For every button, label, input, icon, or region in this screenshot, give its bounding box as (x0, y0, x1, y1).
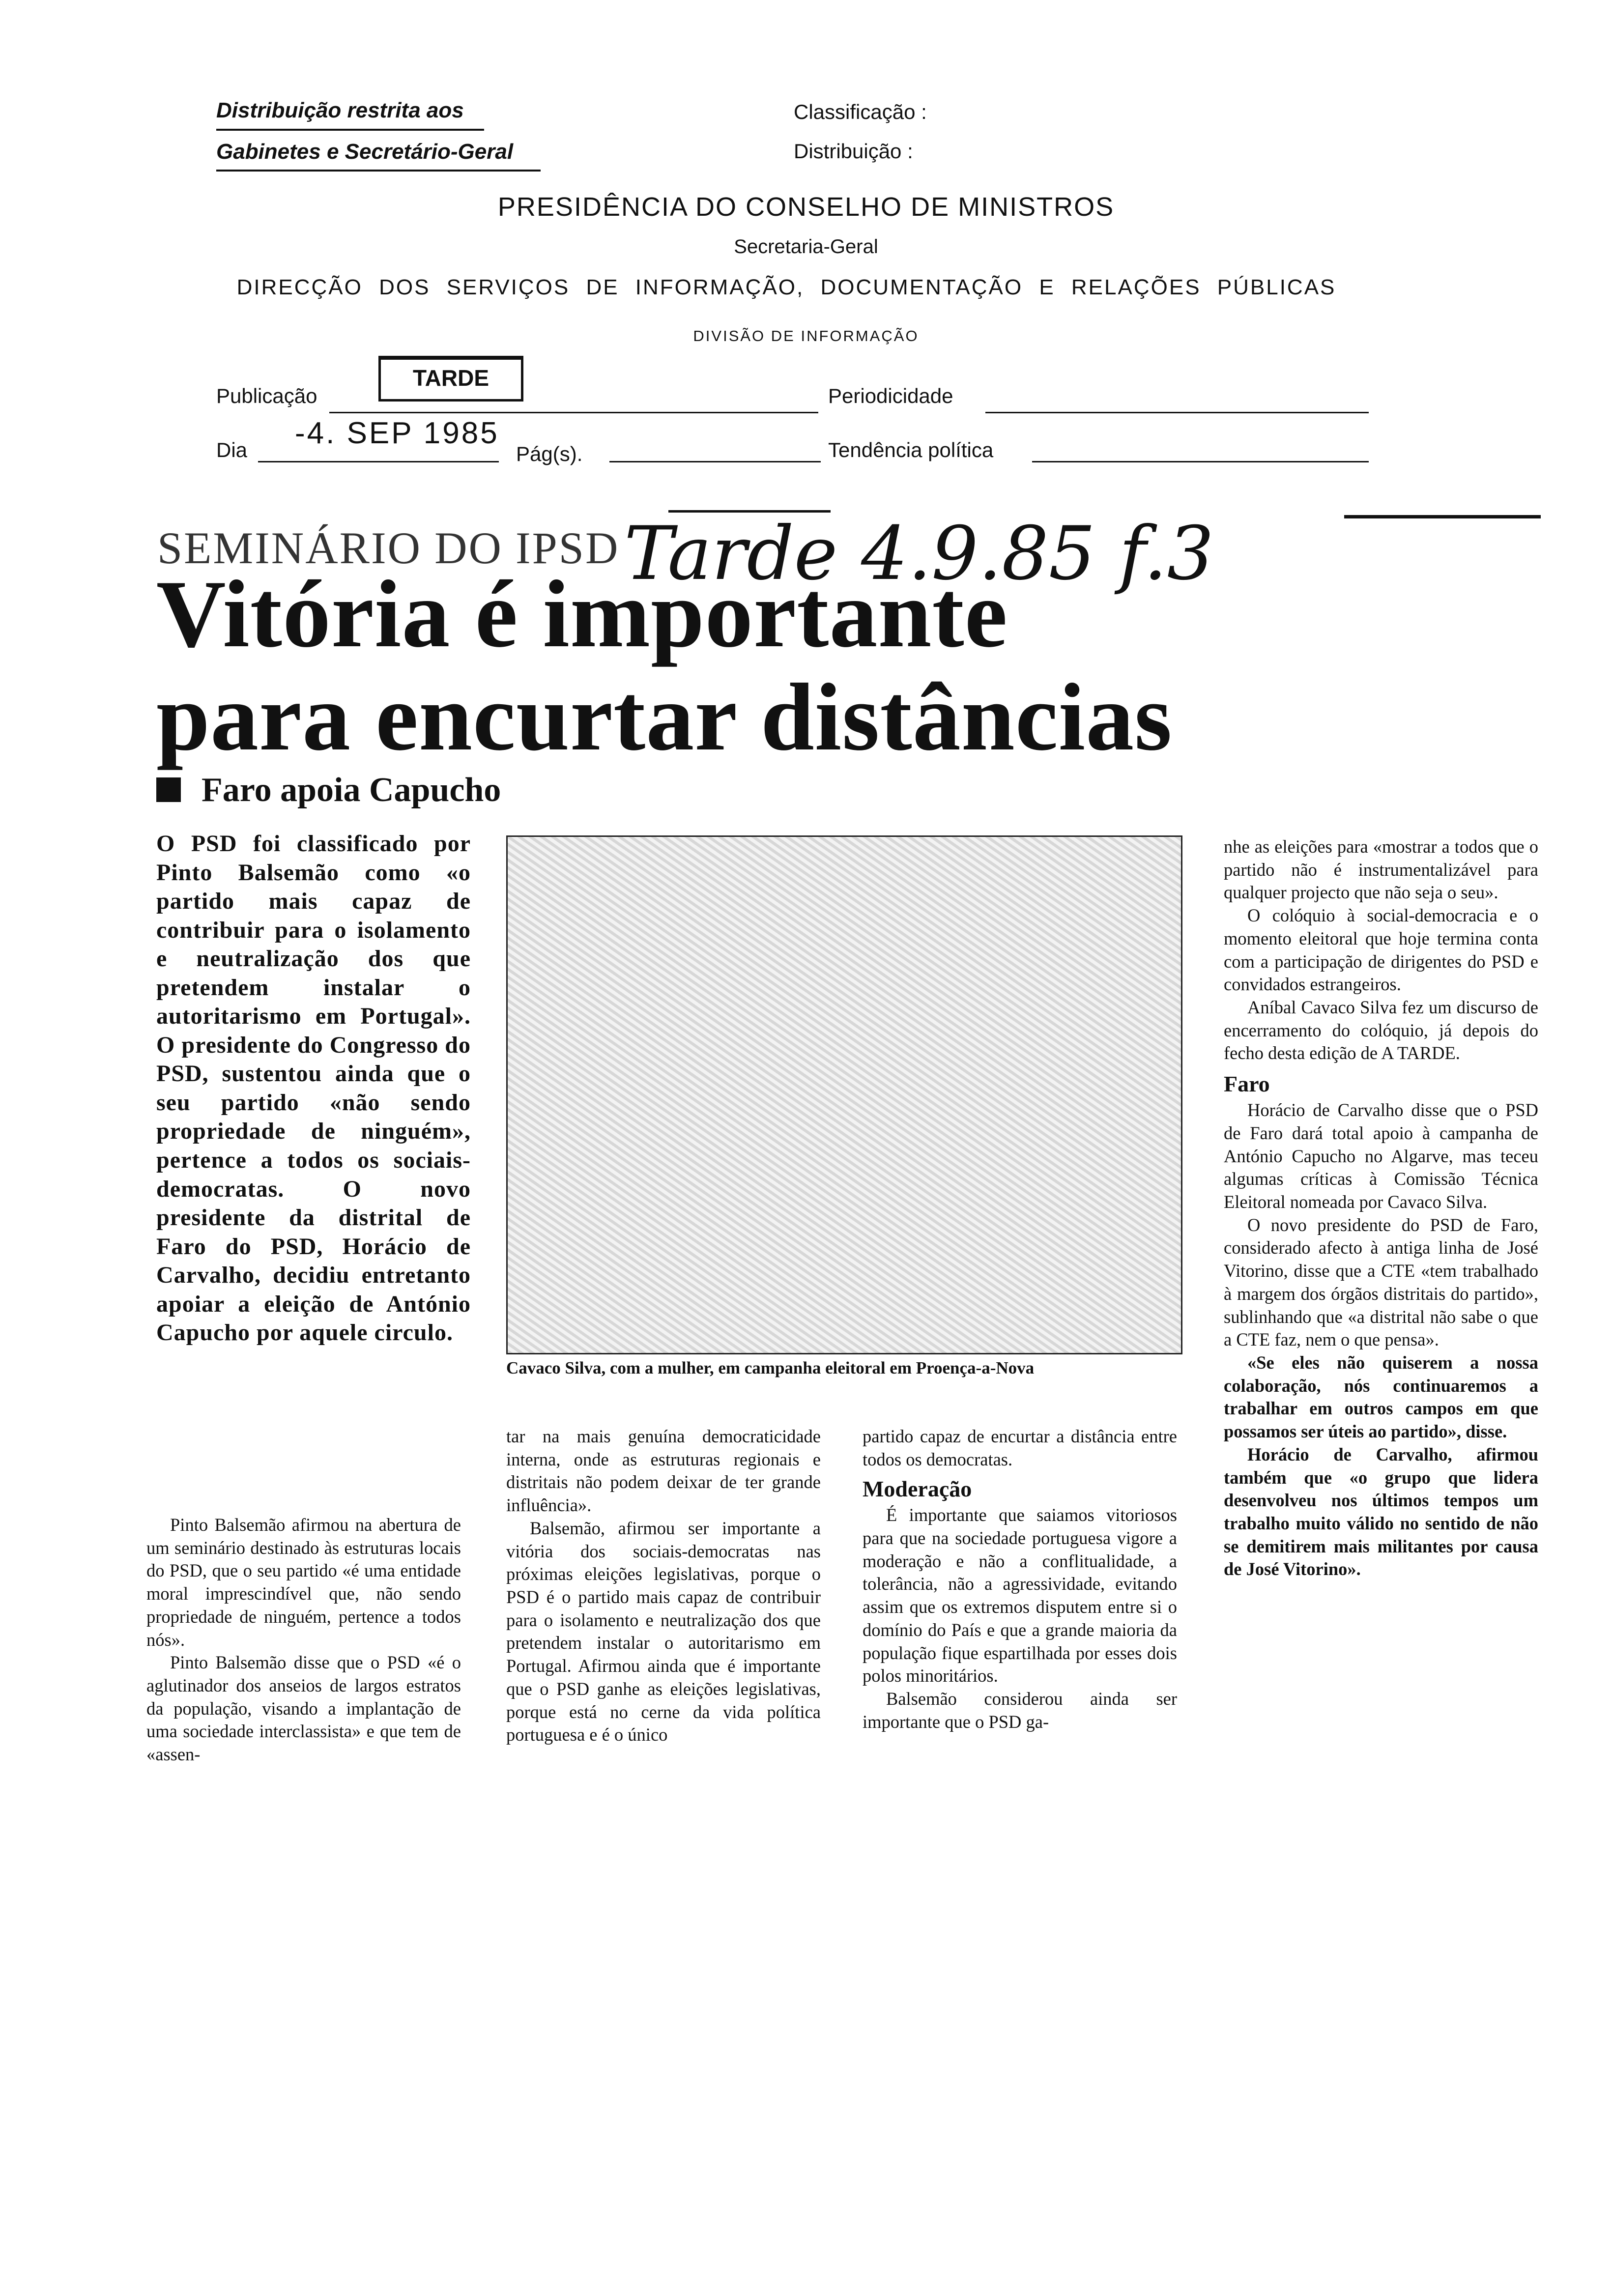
news-photo (506, 835, 1182, 1354)
dia-line (258, 461, 499, 462)
article-column-2 (506, 1425, 821, 1747)
column-4-paragraph-5: O novo presidente do PSD de Faro, considerado afecto à antiga linha de José Vitorino, disse que a CTE «tem trabalhado à margem dos órgãos distritais do partido», sublinhando que «a distrital não sabe o que a CTE faz, nem o que pensa». (1224, 1214, 1538, 1350)
column-4-paragraph-7: Horácio de Carvalho, afirmou também que «o grupo que lidera desenvolveu nos últimos tempos um trabalho muito válido no sentido de não se demitirem mais militantes por causa de José Vitorino». (1224, 1444, 1538, 1579)
publication-stamp (378, 356, 523, 402)
column-4-paragraph-3: Aníbal Cavaco Silva fez um discurso de encerramento do colóquio, já depois do fecho desta edição de A TARDE. (1224, 997, 1538, 1063)
headline-line-2: para encurtar distâncias (156, 664, 1173, 771)
dia-label: Dia (216, 438, 248, 461)
column-2-paragraph-2: Balsemão, afirmou ser importante a vitória dos sociais-democratas nas próximas eleições legislativas, porque o PSD é o partido mais capaz de contribuir para o isolamento e neutralização dos que pretendem instalar o autoritarismo em Portugal. Afirmou ainda que é importante que o PSD ganhe as eleições legislativas, porque está no cerne da vida política portuguesa e é o único (506, 1518, 821, 1745)
column-1-paragraph-1: Pinto Balsemão afirmou na abertura de um seminário destinado às estruturas locais do PSD, que o seu partido «é uma entidade moral imprescindível que, não sendo propriedade de ninguém, pertence a todos nós». (146, 1515, 461, 1650)
column-3-paragraph-3: Balsemão considerou ainda ser importante que o PSD ga- (863, 1689, 1177, 1732)
column-4-paragraph-4: Horácio de Carvalho disse que o PSD de Faro dará total apoio à campanha de António Capucho no Algarve, mas teceu algumas críticas à Comissão Técnica Eleitoral nomeada por Cavaco Silva. (1224, 1100, 1538, 1212)
subhead-marker-icon (156, 777, 181, 802)
headline-line-1: Vitória é importante (156, 561, 1008, 667)
column-2-paragraph-1: tar na mais genuína democraticidade interna, onde as estruturas regionais e distritais não podem deixar de ter grande influência». (506, 1426, 821, 1516)
publicacao-label: Publicação (216, 384, 317, 407)
tendencia-label: Tendência política (828, 438, 994, 461)
column-4-heading: Faro (1224, 1071, 1270, 1097)
distribution-line-2: Gabinetes e Secretário-Geral (216, 140, 514, 164)
division-title: DIVISÃO DE INFORMAÇÃO (693, 327, 919, 344)
article-column-4 (1224, 835, 1538, 1581)
photo-caption: Cavaco Silva, com a mulher, em campanha eleitoral em Proença-a-Nova (506, 1358, 1035, 1378)
column-3-heading: Moderação (863, 1476, 972, 1502)
subhead: Faro apoia Capucho (202, 771, 501, 809)
article-column-3 (863, 1425, 1177, 1734)
column-3-paragraph-1: partido capaz de encurtar a distância entre todos os democratas. (863, 1426, 1177, 1469)
periodicidade-label: Periodicidade (828, 384, 953, 407)
lead-paragraph: O PSD foi classificado por Pinto Balsemão como «o partido mais capaz de contribuir para o isolamento e neutralização dos que pretendem instalar o autoritarismo em Portugal». O presidente do Congresso do PSD, sustentou ainda que o seu partido «não sendo propriedade de ninguém», pertence a todos os sociais-democratas. O novo presidente da distrital de Faro do PSD, Horácio de Carvalho, decidiu entretanto apoiar a eleição de António Capucho por aquele circulo. (156, 831, 471, 1346)
dia-value: -4. SEP 1985 (295, 416, 499, 450)
column-3-paragraph-2: É importante que saiamos vitoriosos para que na sociedade portuguesa vigore a moderação e não a conflitualidade, a tolerância, não a agressividade, evitando assim que os extremos disputem entre si o domínio do País e que a grande maioria da população fique espartilhada por esses dois polos minoritários. (863, 1505, 1177, 1686)
periodicidade-line (985, 412, 1369, 413)
directorate-title: DIRECÇÃO DOS SERVIÇOS DE INFORMAÇÃO, DOCUMENTAÇÃO E RELAÇÕES PÚBLICAS (236, 275, 1336, 299)
office-subtitle: Secretaria-Geral (734, 236, 878, 258)
column-1-paragraph-2: Pinto Balsemão disse que o PSD «é o aglutinador dos anseios de largos estratos da população, visando a implantação de uma sociedade interclassista» e que tem de «assen- (146, 1652, 461, 1765)
article-column-1 (146, 1514, 461, 1766)
distribution-underline-1 (216, 129, 484, 131)
publication-value: TARDE (412, 365, 489, 391)
clip-top-rule-right (1344, 515, 1541, 518)
column-4-paragraph-6: «Se eles não quiserem a nossa colaboração, nós continuaremos a trabalhar em outros campos em que possamos ser úteis ao partido», disse. (1224, 1352, 1538, 1442)
pags-label: Pág(s). (516, 442, 583, 465)
distribution-underline-2 (216, 170, 541, 172)
pags-line (609, 461, 821, 462)
article-kicker: SEMINÁRIO DO IPSD (157, 523, 620, 573)
handwritten-annotation: Tarde 4.9.85 f.3 (624, 511, 1214, 597)
office-title: PRESIDÊNCIA DO CONSELHO DE MINISTROS (497, 192, 1115, 222)
publicacao-line (329, 412, 818, 413)
column-4-paragraph-1: nhe as eleições para «mostrar a todos que o partido não é instrumentalizável para qualquer projecto que não seja o seu». (1224, 836, 1538, 903)
classificacao-label: Classificação : (794, 100, 927, 123)
column-4-paragraph-2: O colóquio à social-democracia e o momento eleitoral que hoje termina conta com a participação de dirigentes do PSD e convidados estrangeiros. (1224, 905, 1538, 995)
distribuicao-label: Distribuição : (794, 140, 913, 163)
distribution-line-1: Distribuição restrita aos (216, 98, 464, 122)
tendencia-line (1032, 461, 1369, 462)
